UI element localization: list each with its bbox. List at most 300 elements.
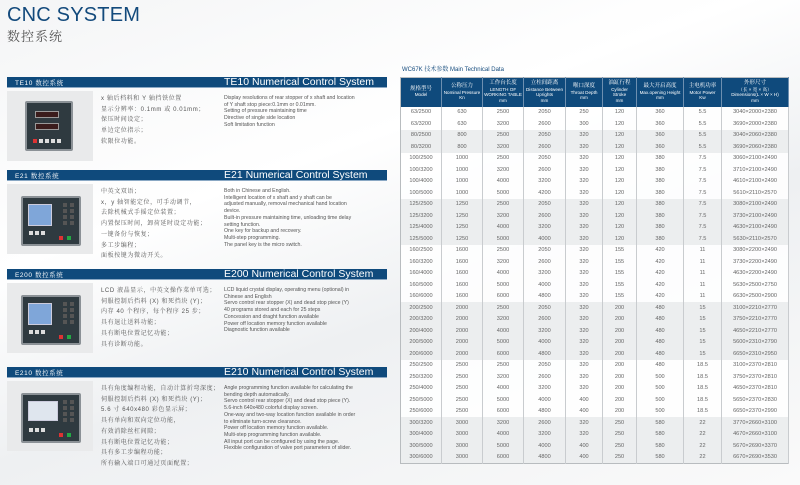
table-title: WC67K 技术参数 Main Technical Data: [402, 67, 504, 73]
table-cell: 320: [566, 268, 603, 280]
table-row: [401, 210, 789, 222]
table-cell: 360: [637, 141, 684, 153]
feature-line-cn: 去除机械式手摇定位装置；: [101, 210, 181, 217]
table-cell: 4800: [524, 406, 566, 418]
table-row: [401, 233, 789, 245]
table-cell: 250/6000: [401, 406, 442, 418]
table-cell: 3060×2100×2490: [722, 153, 789, 165]
table-cell: 160/3200: [401, 256, 442, 268]
table-header-row: [401, 78, 789, 107]
key-button: [41, 231, 45, 235]
key-button: [70, 221, 74, 225]
feature-line-cn: 有效消除丝杠间隙；: [101, 428, 161, 435]
feature-line-cn: 显示分辨率：0.1mm 或 0.01mm；: [101, 106, 205, 113]
feature-line-en: Servo control rear stopper (X) and dead stop piece (Y): [224, 300, 349, 307]
table-cell: 3770×2660×3100: [722, 417, 789, 429]
table-cell: 3200: [483, 371, 524, 383]
key-button: [70, 400, 74, 404]
table-cell: 1600: [442, 245, 483, 257]
table-cell: 320: [566, 210, 603, 222]
key-button: [70, 203, 74, 207]
table-cell: 200/5000: [401, 337, 442, 349]
table-row: [401, 164, 789, 176]
table-cell: 4200: [524, 187, 566, 199]
table-cell: 380: [637, 176, 684, 188]
feature-line-cn: 具有多工步编程功能；: [101, 450, 168, 457]
table-cell: 120: [603, 187, 637, 199]
table-row: [401, 406, 789, 418]
table-cell: 200: [603, 360, 637, 372]
table-cell: 200: [603, 348, 637, 360]
table-cell: 2000: [442, 337, 483, 349]
stop-button: [59, 335, 63, 339]
feature-line-cn: 内存 40 个程序，每个程序 25 步；: [101, 309, 206, 316]
table-cell: 630: [442, 118, 483, 130]
feature-line-cn: x，y 轴智能定位，可手动调节，: [101, 199, 197, 206]
table-cell: 7.5: [684, 164, 722, 176]
table-cell: 3730×2100×2490: [722, 210, 789, 222]
display-screen: [28, 303, 52, 325]
table-cell: 3200: [483, 141, 524, 153]
feature-line-en: Multi-step programming.: [224, 234, 280, 241]
table-cell: 5610×2110×2570: [722, 187, 789, 199]
table-cell: 320: [566, 348, 603, 360]
table-cell: 300: [566, 118, 603, 130]
table-cell: 300/6000: [401, 452, 442, 464]
feature-line-en: setting function.: [224, 221, 261, 228]
table-cell: 4610×2100×2490: [722, 176, 789, 188]
table-cell: 63/2500: [401, 107, 442, 119]
key-button: [70, 308, 74, 312]
feature-list-en: [224, 95, 384, 129]
table-cell: 320: [566, 222, 603, 234]
table-row: [401, 118, 789, 130]
table-cell: 320: [566, 199, 603, 211]
table-cell: 580: [637, 429, 684, 441]
key-button: [29, 231, 33, 235]
feature-line-cn: 伺服控制后挡料 (X) 和死挡块 (Y)；: [101, 396, 207, 403]
table-cell: 155: [603, 291, 637, 303]
column-header-line: Distance Between: [525, 86, 564, 92]
table-cell: 320: [566, 153, 603, 165]
table-cell: 3200: [483, 210, 524, 222]
table-cell: 3040×2060×2380: [722, 130, 789, 142]
table-cell: 15: [684, 325, 722, 337]
feature-list-cn: [101, 94, 205, 148]
table-cell: 120: [603, 164, 637, 176]
table-cell: 2600: [524, 210, 566, 222]
feature-line-cn: 伺服控制后挡料 (X) 和死挡块 (Y)；: [101, 298, 207, 305]
table-cell: 3080×2100×2490: [722, 199, 789, 211]
column-header-line: 立柱间距离: [530, 80, 559, 87]
table-cell: 4650×2370×2810: [722, 383, 789, 395]
feature-line-cn: LCD 液晶显示，中英文操作菜单可选；: [101, 288, 217, 294]
key-button: [63, 406, 67, 410]
feature-list-cn: [101, 384, 220, 470]
table-cell: 6000: [483, 348, 524, 360]
table-row: [401, 279, 789, 291]
feature-line-cn: 内置保压时间，卸荷延时设定功能；: [101, 221, 207, 228]
table-cell: 320: [566, 337, 603, 349]
feature-line-en: Intelligent location of x shaft and y shaft can be: [224, 194, 332, 201]
column-header: [442, 78, 483, 107]
feature-line-en: Flexible configuration of valve port parameters of slider.: [224, 445, 352, 452]
table-cell: 2500: [483, 199, 524, 211]
column-header-line: 喉口深度: [572, 83, 595, 90]
feature-line-en: 40 programs stored and each for 25 steps: [224, 307, 321, 314]
table-cell: 5.5: [684, 141, 722, 153]
table-cell: 250: [603, 417, 637, 429]
table-row: [401, 383, 789, 395]
table-cell: 320: [566, 302, 603, 314]
key-button: [70, 406, 74, 410]
display-screen: [28, 204, 52, 226]
table-cell: 250/5000: [401, 394, 442, 406]
key-button: [63, 215, 67, 219]
column-header-line: mm: [540, 97, 549, 103]
table-cell: 800: [442, 130, 483, 142]
feature-list-en: [224, 188, 384, 248]
table-cell: 4000: [483, 222, 524, 234]
feature-list-cn: [101, 286, 216, 350]
table-cell: 320: [566, 141, 603, 153]
table-cell: 3000: [442, 452, 483, 464]
table-cell: 120: [603, 222, 637, 234]
table-cell: 2500: [442, 406, 483, 418]
table-cell: 4800: [524, 291, 566, 303]
table-cell: 5630×2110×2570: [722, 233, 789, 245]
table-cell: 2600: [524, 417, 566, 429]
table-cell: 380: [637, 199, 684, 211]
table-cell: 480: [637, 360, 684, 372]
table-cell: 200/2500: [401, 302, 442, 314]
table-cell: 4000: [524, 279, 566, 291]
table-cell: 2000: [442, 348, 483, 360]
table-row: [401, 187, 789, 199]
table-cell: 11: [684, 268, 722, 280]
table-cell: 3730×2200×2490: [722, 256, 789, 268]
column-header-line: LENGTH OF: [489, 86, 517, 92]
key-button: [63, 314, 67, 318]
table-cell: 320: [566, 233, 603, 245]
table-cell: 250/2500: [401, 360, 442, 372]
table-cell: 2600: [524, 141, 566, 153]
table-cell: 4800: [524, 348, 566, 360]
feature-line-en: bending depth automatically.: [224, 391, 290, 398]
table-cell: 2600: [524, 164, 566, 176]
table-cell: 2050: [524, 245, 566, 257]
key-button: [63, 418, 67, 422]
table-cell: 2050: [524, 130, 566, 142]
section-title-cn: E21 数控系统: [15, 173, 60, 180]
control-system-section: [7, 268, 387, 348]
feature-line-cn: 具有退让送料功能；: [101, 320, 161, 327]
column-header-line: Cylinder: [611, 86, 628, 92]
table-cell: 400: [566, 440, 603, 452]
table-cell: 4000: [483, 325, 524, 337]
feature-line-cn: x 轴后档料和 Y 轴挡铁位置: [101, 96, 182, 102]
table-row: [401, 222, 789, 234]
feature-line-cn: 具有断电位置记忆功能；: [101, 330, 174, 337]
key-button: [63, 209, 67, 213]
feature-line-cn: 具有单向和双向定位功能，: [101, 418, 181, 425]
table-cell: 7.5: [684, 153, 722, 165]
table-cell: 125/2500: [401, 199, 442, 211]
table-cell: 320: [566, 256, 603, 268]
column-header-line: 规格型号: [409, 85, 432, 92]
table-cell: 500: [637, 406, 684, 418]
column-header-line: Kn: [459, 94, 465, 100]
key-button: [70, 302, 74, 306]
table-cell: 3200: [483, 417, 524, 429]
feature-line-en: of Y shaft stop piece:0.1mm or 0.01mm.: [224, 101, 316, 108]
table-cell: 250: [603, 452, 637, 464]
feature-line-cn: 保压时间设定；: [101, 117, 148, 124]
column-header: [524, 78, 566, 107]
table-cell: 7.5: [684, 176, 722, 188]
column-header-line: Nominal Pressure: [443, 89, 481, 95]
table-cell: 200: [603, 314, 637, 326]
feature-line-en: Built-in pressure maintaining time, unloading time delay: [224, 214, 352, 221]
table-cell: 300/3200: [401, 417, 442, 429]
table-cell: 155: [603, 268, 637, 280]
table-cell: 6000: [483, 452, 524, 464]
table-cell: 4000: [524, 233, 566, 245]
table-cell: 4000: [483, 383, 524, 395]
column-header-line: Kw: [699, 94, 706, 100]
start-button: [67, 335, 71, 339]
table-cell: 380: [637, 187, 684, 199]
control-system-section: [7, 366, 387, 467]
table-cell: 11: [684, 291, 722, 303]
controller-image: [7, 91, 93, 161]
table-cell: 320: [566, 187, 603, 199]
table-cell: 3200: [524, 222, 566, 234]
section-title-en: TE10 Numerical Control System: [224, 76, 374, 88]
table-cell: 300/4000: [401, 429, 442, 441]
table-cell: 7.5: [684, 210, 722, 222]
table-cell: 2000: [442, 314, 483, 326]
table-cell: 3040×2000×2380: [722, 107, 789, 119]
table-cell: 11: [684, 245, 722, 257]
column-header-line: mm: [615, 97, 624, 103]
table-row: [401, 268, 789, 280]
key-button: [41, 428, 45, 432]
table-cell: 2500: [483, 130, 524, 142]
section-header-bar: [7, 269, 387, 280]
feature-line-cn: 具有断电位置记忆功能；: [101, 439, 174, 446]
feature-list-cn: [101, 187, 207, 262]
feature-line-en: Directive of single side location: [224, 115, 296, 122]
key-button: [70, 412, 74, 416]
table-cell: 120: [603, 210, 637, 222]
table-cell: 160/2500: [401, 245, 442, 257]
table-cell: 7.5: [684, 187, 722, 199]
table-cell: 63/3200: [401, 118, 442, 130]
section-header-bar: [7, 77, 387, 88]
column-header-line: Model: [414, 92, 428, 98]
table-cell: 500: [637, 394, 684, 406]
table-cell: 2500: [483, 302, 524, 314]
table-cell: 3100×2370×2810: [722, 360, 789, 372]
table-row: [401, 107, 789, 119]
table-cell: 320: [566, 176, 603, 188]
feature-list-en: [224, 385, 384, 452]
table-row: [401, 291, 789, 303]
table-cell: 420: [637, 245, 684, 257]
table-cell: 7.5: [684, 233, 722, 245]
key-button: [63, 412, 67, 416]
table-cell: 580: [637, 417, 684, 429]
table-cell: 2500: [483, 245, 524, 257]
page-subtitle: 数控系统: [7, 29, 64, 44]
table-cell: 200: [603, 325, 637, 337]
column-header-line: mm: [751, 97, 759, 103]
feature-line-cn: 具有角度编程功能，自动计算折弯深度；: [101, 386, 220, 392]
table-cell: 3100×2210×2770: [722, 302, 789, 314]
table-cell: 3000: [442, 417, 483, 429]
column-header-line: 工作台长度: [489, 80, 517, 87]
table-cell: 3200: [483, 314, 524, 326]
stop-button: [59, 433, 63, 437]
section-header-bar: [7, 170, 387, 181]
table-cell: 18.5: [684, 406, 722, 418]
table-cell: 2500: [442, 383, 483, 395]
table-cell: 120: [603, 176, 637, 188]
table-cell: 120: [603, 130, 637, 142]
table-cell: 4000: [483, 268, 524, 280]
feature-line-en: Angle programming function available for calculating the: [224, 385, 353, 391]
column-header: [722, 78, 789, 107]
feature-line-en: One-way and two-way location function available in order: [224, 411, 356, 418]
column-header: [566, 78, 603, 107]
feature-line-en: Both in Chinese and English.: [224, 188, 291, 194]
table-cell: 2500: [483, 153, 524, 165]
table-row: [401, 130, 789, 142]
controller-panel: [21, 295, 81, 345]
controller-panel: [25, 101, 73, 151]
table-cell: 360: [637, 118, 684, 130]
table-cell: 480: [637, 337, 684, 349]
table-cell: 3750×2370×2810: [722, 371, 789, 383]
feature-line-cn: 多工步编程；: [101, 242, 141, 249]
table-cell: 120: [603, 199, 637, 211]
table-row: [401, 348, 789, 360]
table-cell: 320: [566, 314, 603, 326]
table-cell: 5600×2310×2790: [722, 337, 789, 349]
table-cell: 6000: [483, 406, 524, 418]
section-title-cn: E210 数控系统: [15, 370, 64, 377]
feature-line-en: Servo control rear stopper (X) and dead stop piece (Y).: [224, 398, 351, 405]
key-button: [63, 203, 67, 207]
table-cell: 380: [637, 210, 684, 222]
table-cell: 80/2500: [401, 130, 442, 142]
table-cell: 5670×2690×3370: [722, 440, 789, 452]
feature-line-cn: 5.6 寸 640x480 彩色显示屏；: [101, 407, 192, 414]
table-cell: 5650×2370×2830: [722, 394, 789, 406]
table-cell: 3200: [524, 268, 566, 280]
table-cell: 6000: [483, 291, 524, 303]
table-cell: 5630×2500×2750: [722, 279, 789, 291]
column-header-line: 主电机功率: [688, 83, 717, 90]
feature-line-en: Diagnostic function available: [224, 327, 290, 334]
section-title-en: E210 Numerical Control System: [224, 366, 374, 378]
table-cell: 630: [442, 107, 483, 119]
key-button: [35, 231, 39, 235]
table-cell: 1000: [442, 153, 483, 165]
control-system-section: [7, 169, 387, 260]
key-button: [63, 302, 67, 306]
table-cell: 5000: [483, 233, 524, 245]
feature-line-cn: 单边定位指示；: [101, 128, 148, 135]
table-cell: 2600: [524, 118, 566, 130]
table-cell: 2600: [524, 256, 566, 268]
key-button: [70, 314, 74, 318]
controller-panel: [21, 393, 81, 443]
feature-line-en: Setting of pressure maintaining time: [224, 108, 307, 115]
table-cell: 3000: [442, 440, 483, 452]
table-cell: 1250: [442, 199, 483, 211]
table-row: [401, 325, 789, 337]
key-button: [35, 428, 39, 432]
table-cell: 1000: [442, 164, 483, 176]
table-cell: 580: [637, 452, 684, 464]
table-cell: 5.5: [684, 130, 722, 142]
column-header-line: WORKING TABLE: [484, 92, 522, 98]
table-cell: 15: [684, 337, 722, 349]
column-header-line: （长 × 宽 × 高）: [738, 86, 772, 92]
key-button: [29, 330, 33, 334]
column-header-line: Dimensions(L × W × H): [731, 92, 779, 98]
table-cell: 160/4000: [401, 268, 442, 280]
table-cell: 320: [566, 429, 603, 441]
table-cell: 1250: [442, 233, 483, 245]
table-row: [401, 360, 789, 372]
table-row: [401, 153, 789, 165]
column-header-line: 最大开启高度: [643, 83, 677, 90]
feature-line-en: Concession and draght function available: [224, 313, 319, 320]
table-cell: 380: [637, 153, 684, 165]
table-cell: 320: [566, 291, 603, 303]
table-cell: 360: [637, 107, 684, 119]
table-cell: 3690×2000×2380: [722, 118, 789, 130]
table-cell: 2000: [442, 302, 483, 314]
table-cell: 100/3200: [401, 164, 442, 176]
table-cell: 2050: [524, 153, 566, 165]
table-row: [401, 429, 789, 441]
table-cell: 4000: [483, 176, 524, 188]
column-header: [401, 78, 442, 107]
table-cell: 420: [637, 268, 684, 280]
column-header: [637, 78, 684, 107]
feature-line-cn: 面板按键为微动开关。: [101, 253, 168, 260]
table-cell: 5000: [483, 440, 524, 452]
table-cell: 4000: [524, 394, 566, 406]
feature-line-en: Soft limitation function: [224, 121, 275, 128]
key-button: [63, 221, 67, 225]
table-cell: 4630×2100×2490: [722, 222, 789, 234]
display-screen: [28, 401, 58, 421]
table-cell: 2050: [524, 107, 566, 119]
table-cell: 4630×2200×2490: [722, 268, 789, 280]
table-cell: 800: [442, 141, 483, 153]
table-cell: 5000: [483, 187, 524, 199]
table-cell: 120: [603, 153, 637, 165]
table-row: [401, 314, 789, 326]
table-cell: 3000: [442, 429, 483, 441]
table-cell: 80/3200: [401, 141, 442, 153]
feature-line-en: All input port can be configured by using the page.: [224, 438, 340, 445]
